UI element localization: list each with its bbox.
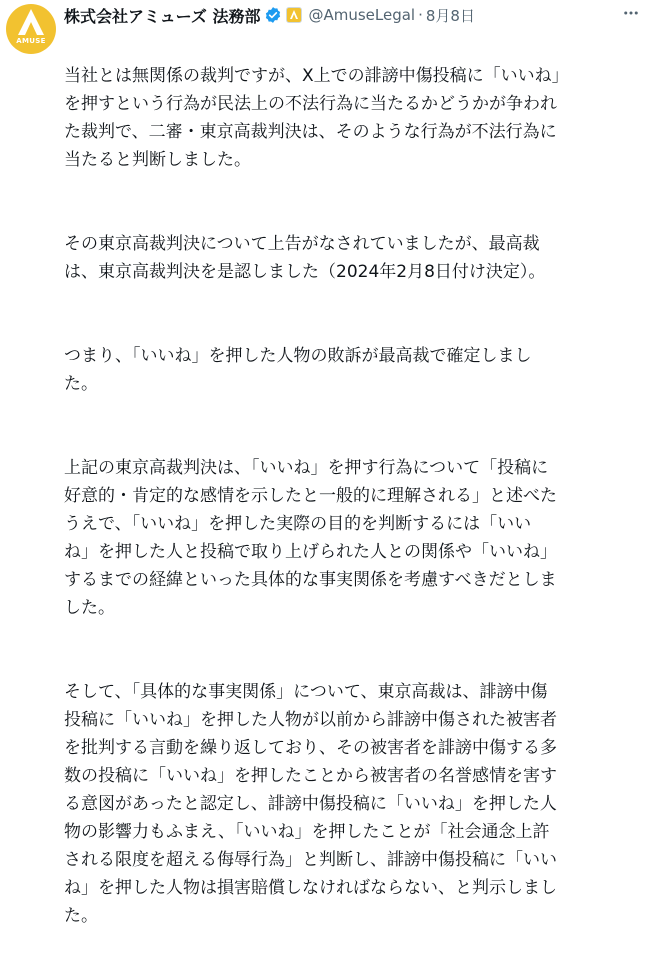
separator-dot: · xyxy=(418,6,423,24)
tweet-body xyxy=(64,34,624,958)
post-date[interactable]: 8月8日 xyxy=(425,6,475,25)
tweet-paragraph-2: その東京高裁判決について上告がなされていましたが、最高裁 は、東京高裁判決を是認しました（2024年2月8日付け決定）。 xyxy=(64,234,546,282)
tweet-paragraph-5: そして、「具体的な事実関係」について、東京高裁は、誹謗中傷 投稿に「いいね」を押した人物が以前から誹謗中傷された被害者 を批判する言動を繰り返しており、その被害者を誹謗中傷する多 数の投稿に「いいね」を押したことから被害者の名誉感情を害す る意図があったと認定し、誹謗中傷投稿に「いいね」を押した人 物の影響力もふまえ、「いいね」を押したことが「社会通念上許 される限度を超える侮辱行為」と判断し、誹謗中傷投稿に「いい ね」を押した人物は損害賠償しなければならない、と判示しまし た。 xyxy=(64,682,557,926)
avatar[interactable] xyxy=(6,4,56,54)
tweet-header xyxy=(64,4,638,26)
more-options-icon[interactable] xyxy=(620,2,642,24)
amuse-logo-icon xyxy=(6,4,56,54)
handle[interactable]: @AmuseLegal xyxy=(308,6,416,24)
avatar-logo-text: AMUSE xyxy=(16,37,46,45)
verified-check-icon xyxy=(264,6,282,24)
tweet-paragraph-1: 当社とは無関係の裁判ですが、X上での誹謗中傷投稿に「いいね」 を押すという行為が民法上の不法行為に当たるかどうかが争われ た裁判で、二審・東京高裁判決は、そのような行為が不法行為に 当たると判断しました。 xyxy=(64,66,569,170)
tweet-paragraph-3: つまり、「いいね」を押した人物の敗訴が最高裁で確定しまし た。 xyxy=(64,346,532,394)
affiliate-badge-icon[interactable] xyxy=(286,7,302,23)
display-name[interactable]: 株式会社アミューズ 法務部 xyxy=(64,6,261,26)
tweet-paragraph-4: 上記の東京高裁判決は、「いいね」を押す行為について「投稿に 好意的・肯定的な感情を示したと一般的に理解される」と述べた うえで、「いいね」を押した実際の目的を判断するには「いい ね」を押した人と投稿で取り上げられた人との関係や「いいね」 するまでの経緯といった具体的な事実関係を考慮すべきだとしま した。 xyxy=(64,458,557,618)
